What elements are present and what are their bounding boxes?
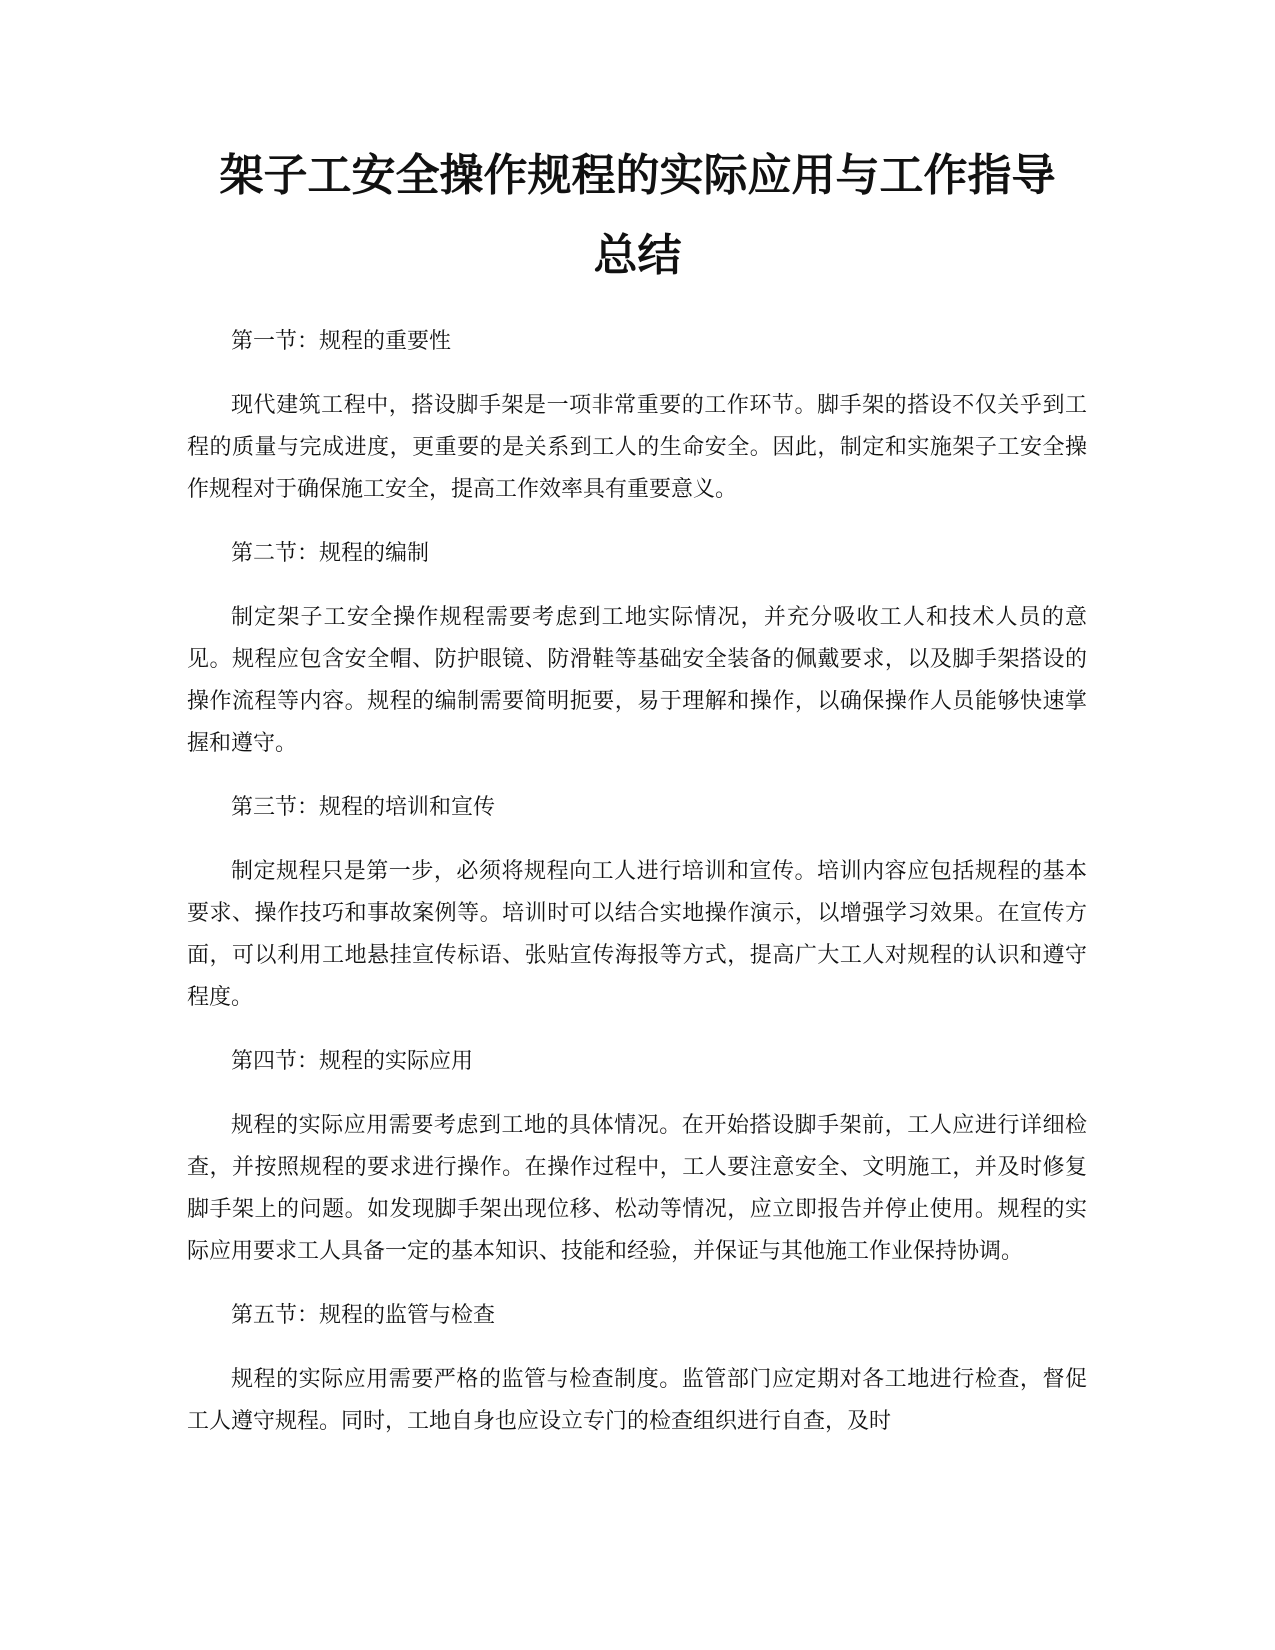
section-paragraph-2: 制定架子工安全操作规程需要考虑到工地实际情况，并充分吸收工人和技术人员的意见。规程应包含安全帽、防护眼镜、防滑鞋等基础安全装备的佩戴要求，以及脚手架搭设的操作流程等内容。规程的编制需要简明扼要，易于理解和操作，以确保操作人员能够快速掌握和遵守。: [187, 605, 1087, 756]
section-heading-1: 第一节：规程的重要性: [231, 329, 452, 354]
section-paragraph-1: 现代建筑工程中，搭设脚手架是一项非常重要的工作环节。脚手架的搭设不仅关乎到工程的质量与完成进度，更重要的是关系到工人的生命安全。因此，制定和实施架子工安全操作规程对于确保施工安全，提高工作效率具有重要意义。: [187, 393, 1087, 502]
document-title-line-2: 总结: [593, 230, 682, 281]
document-title-line-1: 架子工安全操作规程的实际应用与工作指导: [219, 150, 1056, 201]
document-body: [187, 322, 1087, 1466]
section-heading-5: 第五节：规程的监管与检查: [231, 1303, 496, 1328]
section-paragraph-3: 制定规程只是第一步，必须将规程向工人进行培训和宣传。培训内容应包括规程的基本要求、操作技巧和事故案例等。培训时可以结合实地操作演示，以增强学习效果。在宣传方面，可以利用工地悬挂宣传标语、张贴宣传海报等方式，提高广大工人对规程的认识和遵守程度。: [187, 859, 1087, 1010]
section-paragraph-5: 规程的实际应用需要严格的监管与检查制度。监管部门应定期对各工地进行检查，督促工人遵守规程。同时，工地自身也应设立专门的检查组织进行自查，及时: [187, 1367, 1087, 1434]
section-heading-3: 第三节：规程的培训和宣传: [231, 795, 496, 820]
section-paragraph-4: 规程的实际应用需要考虑到工地的具体情况。在开始搭设脚手架前，工人应进行详细检查，并按照规程的要求进行操作。在操作过程中，工人要注意安全、文明施工，并及时修复脚手架上的问题。如发现脚手架出现位移、松动等情况，应立即报告并停止使用。规程的实际应用要求工人具备一定的基本知识、技能和经验，并保证与其他施工作业保持协调。: [187, 1113, 1087, 1264]
section-heading-2: 第二节：规程的编制: [231, 541, 430, 566]
section-heading-4: 第四节：规程的实际应用: [231, 1049, 474, 1074]
